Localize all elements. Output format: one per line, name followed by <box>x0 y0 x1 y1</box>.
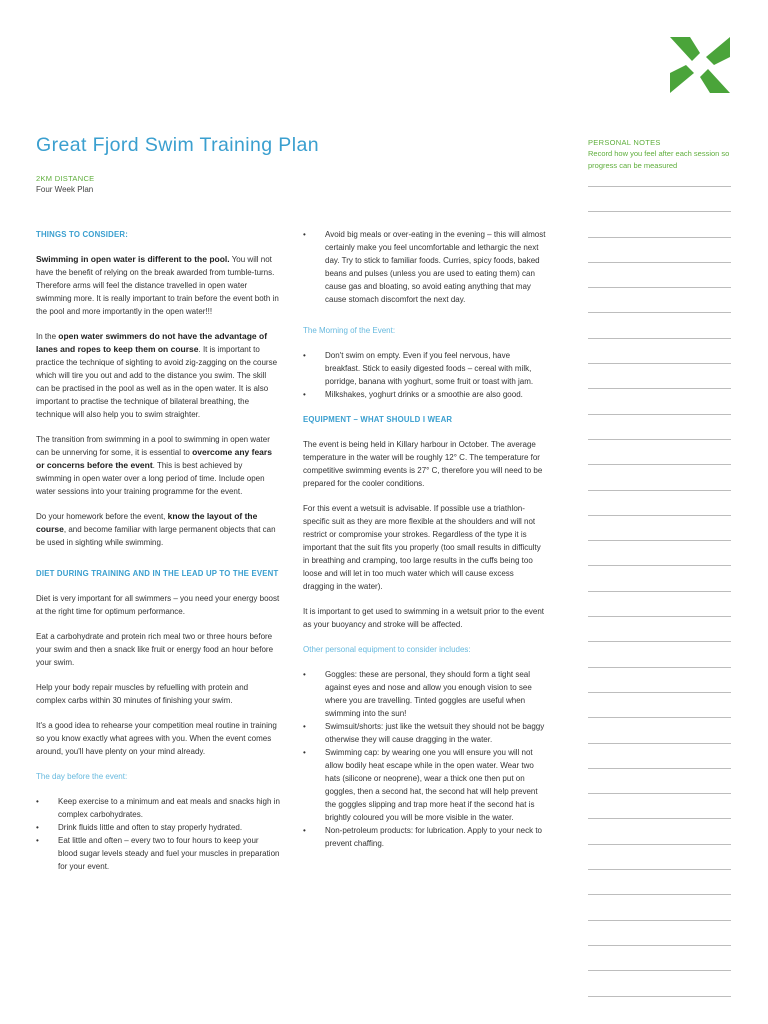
list-item: • Swimsuit/shorts: just like the wetsuit they should not be baggy otherwise they will cause dragging in the water. <box>303 720 546 746</box>
paragraph: Eat a carbohydrate and protein rich meal two or three hours before your swim and then a snack like fruit or energy food an hour before your swim. <box>36 632 274 667</box>
paragraph: Help your body repair muscles by refuelling with protein and complex carbs within 30 minutes of finishing your swim. <box>36 683 249 705</box>
note-line <box>588 186 731 187</box>
note-line <box>588 490 731 491</box>
pinwheel-logo-icon <box>668 35 732 95</box>
note-line <box>588 262 731 263</box>
paragraph: Do your homework before the event, know the layout of the course, and become familiar with large permanent objects that can be used in sighting while swimming. <box>36 511 276 547</box>
note-line <box>588 237 731 238</box>
note-line <box>588 894 731 895</box>
note-line <box>588 312 731 313</box>
middle-column <box>303 228 546 862</box>
paragraph: The event is being held in Killary harbour in October. The average temperature in the water will be roughly 12° C. The temperature for competitive swimming events is 27° C, therefore you will need to be prepared for the cooler conditions. <box>303 440 543 488</box>
note-line <box>588 743 731 744</box>
note-line <box>588 211 731 212</box>
note-line <box>588 692 731 693</box>
note-line <box>588 565 731 566</box>
note-line <box>588 616 731 617</box>
note-line <box>588 591 731 592</box>
paragraph: For this event a wetsuit is advisable. If possible use a triathlon-specific suit as they are more flexible at the shoulders and will not restrict or compromise your strokes. Regardless of the type it is important that the suit fits you properly (too small results in difficulty in breathing and cramping, too large results in the cuffs being too loose and will let in too much water which will cause excess dragging in the water). <box>303 504 541 591</box>
note-line <box>588 515 731 516</box>
note-line <box>588 768 731 769</box>
equipment-list <box>303 668 546 850</box>
heading-morning: The Morning of the Event: <box>303 326 396 335</box>
notes-description: Record how you feel after each session so progress can be measured <box>588 149 730 170</box>
distance-label: 2KM DISTANCE <box>36 174 95 183</box>
heading-diet: DIET DURING TRAINING AND IN THE LEAD UP TO THE EVENT <box>36 569 279 578</box>
note-line <box>588 363 731 364</box>
note-line <box>588 996 731 997</box>
note-line <box>588 945 731 946</box>
note-line <box>588 717 731 718</box>
plan-label: Four Week Plan <box>36 185 94 194</box>
paragraph: Diet is very important for all swimmers – you need your energy boost at the right time for optimum performance. <box>36 594 280 616</box>
note-line <box>588 414 731 415</box>
note-line <box>588 793 731 794</box>
paragraph: The transition from swimming in a pool to swimming in open water can be unnerving for some, it is essential to overcome any fears or concerns before the event. This is best achieved by swimming in open water over a long period of time. Include open water sessions into your training programme for the event. <box>36 435 272 496</box>
list-item: • Avoid big meals or over-eating in the evening – this will almost certainly make you feel uncomfortable and lethargic the next day. Try to stick to familiar foods. Curries, spicy foods, baked beans and pulses (unless you are used to eating them) can cause gas and bloating, so avoid eating anything that may cause stomach discomfort the next day. <box>303 228 546 306</box>
personal-notes <box>588 137 732 171</box>
paragraph: It is important to get used to swimming in a wetsuit prior to the event as your buoyancy and stroke will be affected. <box>303 607 544 629</box>
notes-lines <box>588 186 731 1021</box>
note-line <box>588 338 731 339</box>
note-line <box>588 540 731 541</box>
page-title: Great Fjord Swim Training Plan <box>36 134 319 156</box>
left-column <box>36 228 280 885</box>
morning-list <box>303 349 546 401</box>
list-item: • Swimming cap: by wearing one you will ensure you will not allow bodily heat escape while in the open water. Wear two hats (silicone or neoprene), wear a thick one then put on goggles, then a second hat, the second hat will help prevent the goggles slipping and trap more heat if the second hat is brightly coloured you will be more visible in the water. <box>303 746 546 824</box>
list-item: • Milkshakes, yoghurt drinks or a smoothie are also good. <box>303 388 546 401</box>
paragraph: Swimming in open water is different to the pool. You will not have the benefit of relying on the break awarded from tumble-turns. Therefore arms will feel the distance travelled in open water swimming more. It is really important to train before the event both in the pool and more importantly in the open water!!! <box>36 254 279 316</box>
note-line <box>588 818 731 819</box>
note-line <box>588 970 731 971</box>
note-line <box>588 920 731 921</box>
paragraph: In the open water swimmers do not have the advantage of lanes and ropes to keep them on course. It is important to practice the technique of sighting to avoid zig-zagging on the course which will tire you out and add to the distance you swim. The skill can be practised in the pool as well as in the open water. It is also important to practise the technique of bilateral breathing, the technique will also help you to swim straighter. <box>36 331 278 419</box>
note-line <box>588 464 731 465</box>
heading-day-before: The day before the event: <box>36 772 128 781</box>
note-line <box>588 287 731 288</box>
note-line <box>588 869 731 870</box>
heading-equipment: EQUIPMENT – WHAT SHOULD I WEAR <box>303 415 453 424</box>
note-line <box>588 439 731 440</box>
heading-things-to-consider: THINGS TO CONSIDER: <box>36 230 129 239</box>
list-item: • Non-petroleum products: for lubrication. Apply to your neck to prevent chaffing. <box>303 824 546 850</box>
note-line <box>588 641 731 642</box>
note-line <box>588 667 731 668</box>
notes-heading: PERSONAL NOTES <box>588 138 661 147</box>
day-before-list <box>36 795 280 873</box>
paragraph: It's a good idea to rehearse your competition meal routine in training so you know exactly what agrees with you. When the event comes around, you'll have plenty on your mind already. <box>36 721 277 756</box>
list-item: • Drink fluids little and often to stay properly hydrated. <box>36 821 280 834</box>
list-item: • Don't swim on empty. Even if you feel nervous, have breakfast. Stick to easily digested foods – cereal with milk, porridge, banana with yoghurt, some fruit or toast with jam. <box>303 349 546 388</box>
list-item: • Keep exercise to a minimum and eat meals and snacks high in complex carbohydrates. <box>36 795 280 821</box>
note-line <box>588 844 731 845</box>
list-item: • Goggles: these are personal, they should form a tight seal against eyes and nose and allow you enough vision to see where you are travelling. Tinted goggles are useful when swimming into the sun! <box>303 668 546 720</box>
list-item: • Eat little and often – every two to four hours to keep your blood sugar levels steady and fuel your muscles in preparation for your event. <box>36 834 280 873</box>
note-line <box>588 388 731 389</box>
heading-other-equipment: Other personal equipment to consider includes: <box>303 645 471 654</box>
evening-list <box>303 228 546 306</box>
